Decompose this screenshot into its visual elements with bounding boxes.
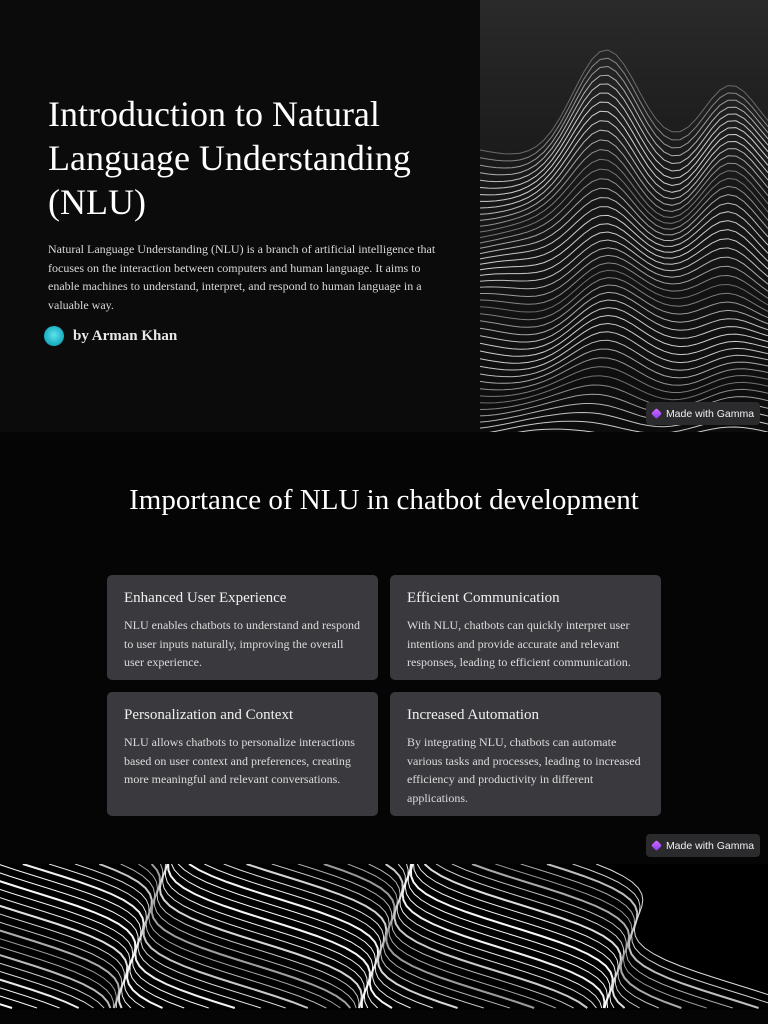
- author-name: by Arman Khan: [73, 327, 178, 344]
- wave-line: [480, 285, 768, 327]
- wave-line: [400, 864, 602, 1008]
- card-title: Increased Automation: [407, 707, 540, 723]
- wave-line: [480, 278, 768, 320]
- gamma-logo-icon: [651, 840, 662, 851]
- wave-pattern-image: [0, 864, 768, 1010]
- wave-line: [480, 169, 768, 238]
- wave-line: [157, 864, 359, 1008]
- card-text: NLU enables chatbots to understand and respond to user inputs naturally, improving the overall user experience.: [124, 618, 360, 670]
- importance-slide: [0, 432, 768, 864]
- wave-line: [480, 84, 768, 182]
- hero-wave-image: [480, 0, 768, 432]
- wave-line: [480, 240, 768, 281]
- made-with-gamma-badge[interactable]: [646, 402, 760, 425]
- card-title: Enhanced User Experience: [124, 590, 287, 606]
- card-efficient-communication: [390, 575, 661, 680]
- made-with-gamma-badge[interactable]: [646, 834, 760, 857]
- intro-paragraph: Natural Language Understanding (NLU) is a branch of artificial intelligence that focuses on the interaction between computers and human language. It aims to enable machines to understand, interpret, and respond to human language in a valuable way.: [48, 242, 436, 312]
- wave-line: [247, 864, 458, 1008]
- wave-line: [172, 864, 373, 1008]
- wave-line: [547, 864, 759, 1008]
- title-slide: [0, 0, 768, 432]
- wave-line: [0, 864, 209, 1008]
- wave-line: [155, 864, 357, 1008]
- section-title: Importance of NLU in chatbot development: [129, 484, 639, 516]
- badge-label: Made with Gamma: [665, 839, 755, 852]
- card-text: NLU allows chatbots to personalize interactions based on user context and preferences, creating more meaningful and relevant conversations.: [124, 735, 355, 787]
- wave-line: [408, 864, 610, 1008]
- gamma-logo-icon: [651, 408, 662, 419]
- card-text: By integrating NLU, chatbots can automate various tasks and processes, leading to increased efficiency and productivity in different applications.: [407, 735, 641, 805]
- card-text: With NLU, chatbots can quickly interpret user intentions and provide accurate and relevant responses, leading to efficient communication.: [407, 618, 631, 670]
- wave-line: [480, 224, 768, 270]
- wave-line: [480, 75, 768, 175]
- wave-line: [480, 248, 768, 289]
- wave-line: [452, 864, 659, 1008]
- card-enhanced-user-experience: [107, 575, 378, 680]
- wave-line: [480, 263, 768, 304]
- wave-line: [0, 864, 60, 1008]
- wave-line: [521, 864, 733, 1008]
- author-avatar: [44, 326, 64, 346]
- wave-line: [480, 270, 768, 312]
- card-increased-automation: [390, 692, 661, 816]
- card-title: Personalization and Context: [124, 707, 294, 723]
- card-personalization-context: [107, 692, 378, 816]
- wave-line: [178, 864, 378, 1008]
- author-line: [44, 324, 177, 348]
- wave-line: [480, 232, 768, 275]
- wave-line: [495, 864, 706, 1008]
- wave-line: [49, 864, 261, 1008]
- slide-title: Introduction to Natural Language Understanding (NLU): [48, 94, 411, 222]
- wave-image-slide: [0, 864, 768, 1010]
- wave-line: [403, 864, 605, 1008]
- wave-line: [405, 864, 607, 1008]
- wave-line: [596, 864, 768, 1008]
- wave-line: [0, 864, 12, 1008]
- badge-label: Made with Gamma: [665, 407, 755, 420]
- wave-line: [480, 300, 768, 342]
- card-title: Efficient Communication: [407, 590, 560, 606]
